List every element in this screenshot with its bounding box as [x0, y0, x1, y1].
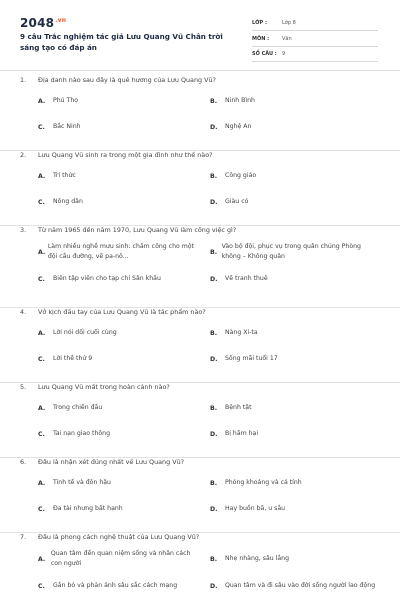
option-letter: B.	[210, 404, 218, 412]
option-letter: D.	[210, 275, 218, 283]
page-title: 9 câu Trắc nghiệm tác giả Lưu Quang Vũ Chân trời sáng tạo có đáp án	[20, 32, 223, 52]
option-text: Nghệ An	[225, 123, 252, 130]
meta-label: LỚP :	[252, 20, 267, 26]
option-text: Làm nhiều nghề mưu sinh: chấm công cho một đội cầu đường, vẽ pa-nô...	[47, 243, 194, 260]
option-letter: D.	[210, 198, 218, 206]
option-text: Phóng khoáng và cá tính	[225, 479, 302, 486]
answer-option[interactable]	[210, 576, 380, 596]
answer-option[interactable]	[38, 403, 198, 413]
answer-option[interactable]	[38, 429, 198, 439]
answer-option[interactable]	[38, 269, 198, 289]
meta-value: 9	[282, 51, 286, 57]
answer-option[interactable]	[38, 576, 198, 596]
question-number: 3.	[20, 226, 27, 234]
question-prompt: Từ năm 1965 đến năm 1970, Lưu Quang Vũ làm công việc gì?	[38, 226, 237, 234]
question-list	[0, 76, 400, 600]
answer-option[interactable]	[38, 197, 198, 207]
option-letter: A.	[38, 248, 46, 256]
answer-option[interactable]	[210, 122, 380, 132]
answer-option[interactable]	[210, 429, 380, 439]
option-text: Lời nói dối cuối cùng	[53, 329, 117, 336]
option-letter: B.	[210, 329, 218, 337]
option-letter: B.	[210, 172, 218, 180]
question-number: 2.	[20, 151, 27, 159]
answer-option[interactable]	[38, 504, 198, 514]
option-letter: D.	[210, 582, 218, 590]
option-letter: C.	[38, 582, 45, 590]
option-text: Trí thức	[53, 172, 76, 179]
question-item	[0, 76, 400, 151]
option-letter: D.	[210, 355, 218, 363]
option-text: Sống mãi tuổi 17	[225, 355, 278, 362]
question-text	[20, 76, 216, 84]
option-letter: A.	[38, 555, 46, 563]
meta-label: MÔN :	[252, 36, 270, 42]
option-letter: C.	[38, 505, 45, 513]
option-text: Hay buồn bã, u sầu	[225, 505, 286, 512]
question-text	[20, 308, 206, 316]
option-text: Vẽ tranh thuê	[225, 275, 268, 282]
option-letter: C.	[38, 123, 45, 131]
option-text: Nàng Xi-ta	[225, 329, 258, 336]
option-text: Lời thề thứ 9	[53, 355, 93, 362]
question-prompt: Lưu Quang Vũ mất trong hoàn cảnh nào?	[38, 383, 170, 391]
option-letter: C.	[38, 198, 45, 206]
option-letter: A.	[38, 329, 46, 337]
question-text	[20, 458, 184, 466]
site-logo[interactable]: $2048^{.vn}$	[20, 16, 67, 30]
meta-value: Văn	[282, 36, 292, 42]
answer-option[interactable]	[210, 96, 380, 106]
meta-label: SỐ CÂU :	[252, 51, 277, 57]
question-text	[20, 226, 236, 234]
option-letter: A.	[38, 404, 46, 412]
option-text: Đa tài nhưng bất hạnh	[53, 505, 123, 512]
answer-option[interactable]	[38, 328, 198, 338]
question-number: 4.	[20, 308, 27, 316]
question-prompt: Đâu là nhận xét đúng nhất về Lưu Quang Vũ?	[38, 458, 185, 466]
option-letter: B.	[210, 479, 218, 487]
answer-option[interactable]	[38, 122, 198, 132]
question-number: 5.	[20, 383, 27, 391]
option-letter: C.	[38, 355, 45, 363]
option-text: Tinh tế và đôn hậu	[53, 479, 111, 486]
question-number: 1.	[20, 76, 27, 84]
option-text: Bị hãm hại	[225, 430, 259, 437]
option-letter: A.	[38, 172, 46, 180]
answer-option[interactable]	[210, 403, 380, 413]
option-letter: D.	[210, 505, 218, 513]
option-letter: C.	[38, 275, 45, 283]
option-text: Quan tâm và đi sâu vào đời sống người lao động	[225, 582, 376, 589]
question-item	[0, 226, 400, 308]
option-letter: A.	[38, 97, 46, 105]
question-text	[20, 151, 213, 159]
page-header	[0, 0, 400, 64]
answer-option[interactable]	[38, 354, 198, 364]
option-letter: A.	[38, 479, 46, 487]
option-letter: C.	[38, 430, 45, 438]
question-number: 7.	[20, 533, 27, 541]
question-item	[0, 458, 400, 533]
answer-option[interactable]	[210, 478, 380, 488]
option-text: Quan tâm đến quan niệm sống và nhân cách con người	[50, 550, 191, 567]
meta-row	[252, 47, 378, 62]
option-text: Bệnh tật	[225, 404, 252, 411]
meta-value: Lớp 8	[282, 20, 296, 26]
question-item	[0, 383, 400, 458]
answer-option[interactable]	[38, 478, 198, 488]
option-text: Nhẹ nhàng, sâu lắng	[225, 555, 290, 562]
option-text: Biên tập viên cho tạp chí Sân khấu	[53, 275, 161, 282]
answer-option[interactable]	[210, 197, 380, 207]
answer-option[interactable]	[210, 269, 380, 289]
option-text: Bắc Ninh	[53, 123, 81, 130]
meta-row	[252, 32, 378, 47]
option-text: Công giáo	[225, 172, 257, 179]
question-item	[0, 151, 400, 226]
option-text: Nông dân	[53, 198, 83, 205]
option-text: Ninh Bình	[225, 97, 255, 104]
option-text: Trong chiến đấu	[53, 404, 103, 411]
option-text: Giàu có	[225, 198, 249, 205]
quiz-meta	[252, 16, 378, 62]
question-number: 6.	[20, 458, 27, 466]
option-text: Phú Thọ	[53, 97, 79, 104]
question-prompt: Vở kịch đầu tay của Lưu Quang Vũ là tác phẩm nào?	[38, 308, 206, 316]
answer-option[interactable]	[38, 96, 198, 106]
option-letter: B.	[210, 97, 218, 105]
header-divider	[0, 70, 400, 71]
option-text: Gắn bó và phản ánh sâu sắc cách mạng	[53, 582, 178, 589]
option-letter: B.	[210, 555, 218, 563]
question-text	[20, 383, 170, 391]
question-prompt: Địa danh nào sau đây là quê hương của Lưu Quang Vũ?	[38, 76, 216, 84]
option-letter: D.	[210, 430, 218, 438]
answer-option[interactable]	[38, 242, 198, 262]
answer-option[interactable]	[210, 328, 380, 338]
answer-option[interactable]	[210, 549, 380, 569]
question-prompt: Đâu là phong cách nghệ thuật của Lưu Quang Vũ?	[38, 533, 200, 541]
option-letter: D.	[210, 123, 218, 131]
answer-option[interactable]	[38, 171, 198, 181]
meta-row	[252, 16, 378, 31]
option-text: Tai nạn giao thông	[53, 430, 111, 437]
question-prompt: Lưu Quang Vũ sinh ra trong một gia đình như thế nào?	[38, 151, 213, 159]
question-text	[20, 533, 199, 541]
answer-option[interactable]	[210, 171, 380, 181]
question-item	[0, 533, 400, 600]
option-text: Vào bộ đội, phục vụ trong quân chủng Phòng không – Không quân	[221, 243, 361, 260]
answer-option[interactable]	[38, 549, 198, 569]
question-item	[0, 308, 400, 383]
option-letter: B.	[210, 248, 218, 256]
answer-option[interactable]	[210, 504, 380, 514]
answer-option[interactable]	[210, 242, 380, 262]
answer-option[interactable]	[210, 354, 380, 364]
